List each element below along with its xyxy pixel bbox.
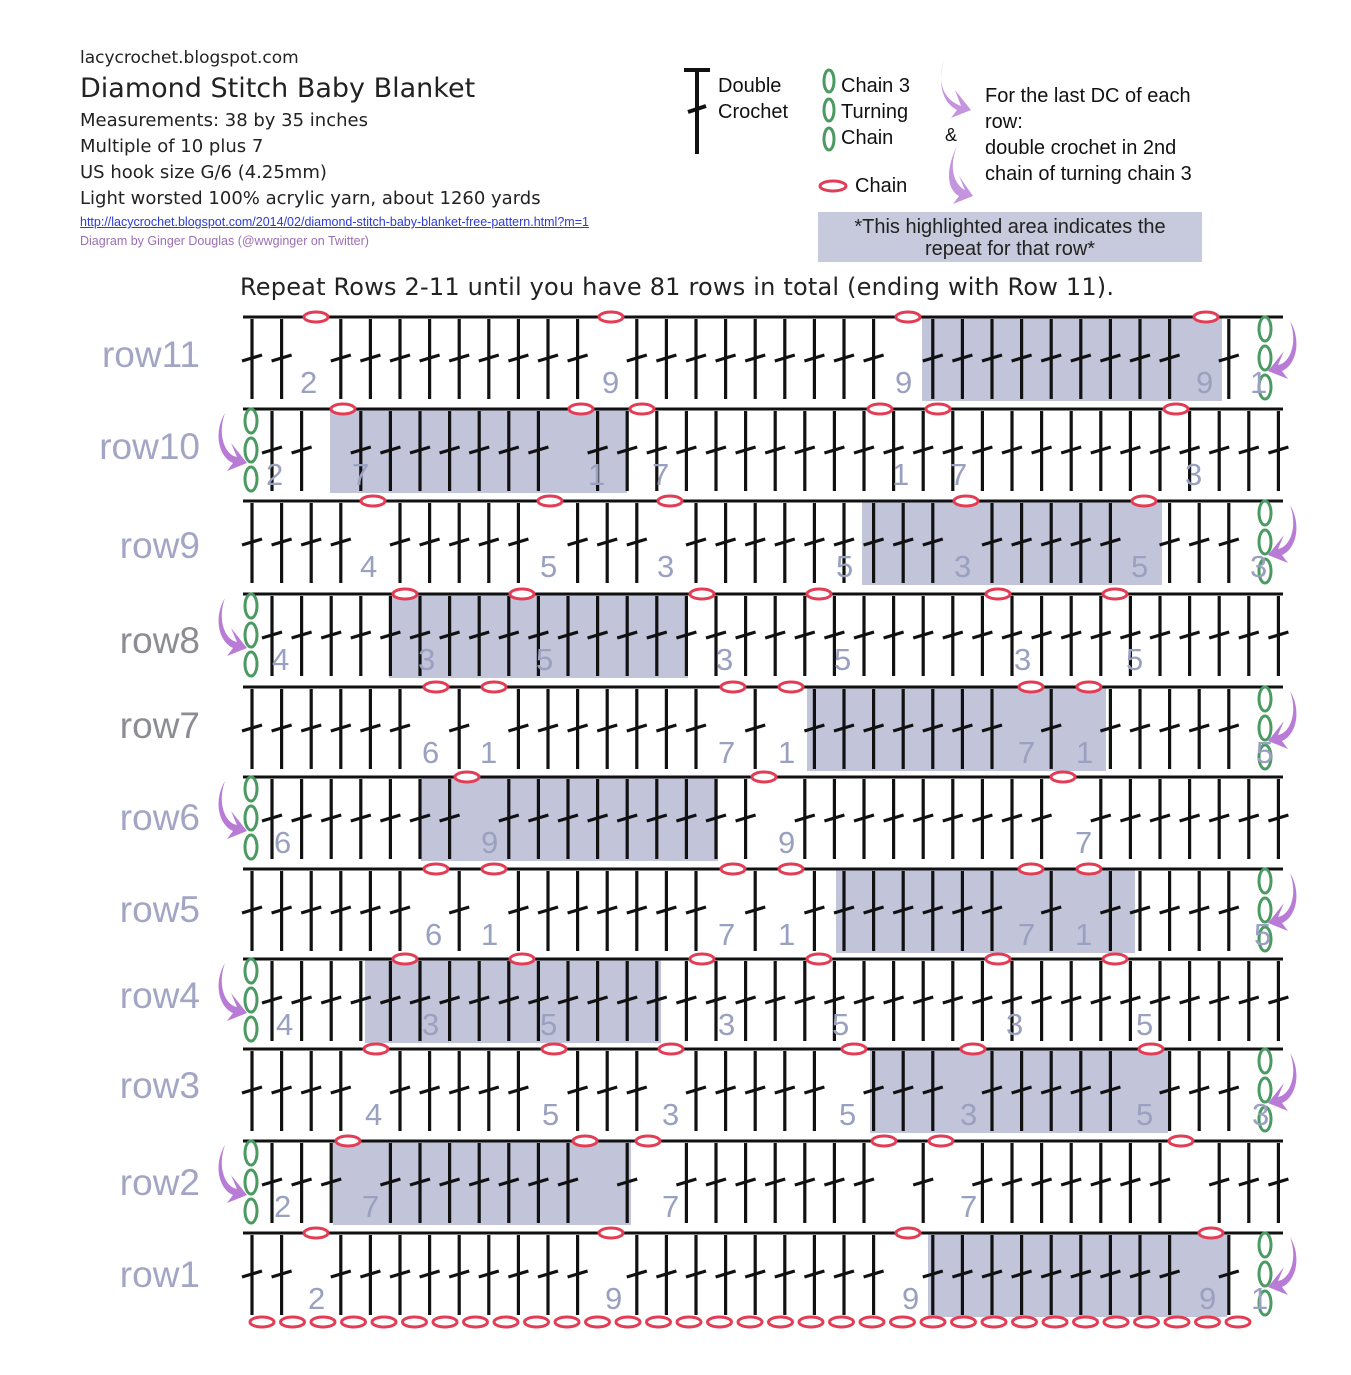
stitch-count: 1 — [480, 735, 498, 770]
chain-stitch — [658, 496, 682, 506]
chain-stitch — [1132, 496, 1156, 506]
repeat-highlight — [365, 959, 661, 1043]
foundation-chain — [586, 1317, 610, 1327]
stitch-count: 9 — [605, 1281, 623, 1316]
foundation-chain — [433, 1317, 457, 1327]
chain-stitch — [1019, 864, 1043, 874]
chain-stitch — [424, 864, 448, 874]
stitch-count: 1 — [892, 457, 910, 492]
stitch-count: 3 — [1014, 642, 1032, 677]
foundation-chain — [403, 1317, 427, 1327]
stitch-count: 3 — [1252, 1097, 1270, 1132]
chain-stitch — [599, 1228, 623, 1238]
chain-stitch — [807, 589, 831, 599]
turn-arrow-icon — [219, 598, 247, 656]
legend-turning-line2: Turning — [841, 101, 909, 123]
foundation-chain — [250, 1317, 274, 1327]
turning-chain — [1259, 1049, 1271, 1073]
stitch-count: 3 — [960, 1097, 978, 1132]
turning-chain — [245, 409, 257, 433]
legend-last-dc-3: double crochet in 2nd — [985, 137, 1177, 159]
highlight-legend-line1: *This highlighted area indicates the — [854, 216, 1166, 238]
stitch-count: 5 — [540, 549, 558, 584]
legend-turning-line3: Chain — [841, 127, 894, 149]
foundation-chain — [464, 1317, 488, 1327]
stitch-count: 9 — [602, 365, 620, 400]
foundation-chain — [281, 1317, 305, 1327]
turning-chain — [245, 438, 257, 462]
foundation-chain — [372, 1317, 396, 1327]
stitch-count: 2 — [308, 1281, 326, 1316]
chain-stitch — [954, 496, 978, 506]
stitch-multiple: Multiple of 10 plus 7 — [80, 136, 264, 157]
foundation-chain — [647, 1317, 671, 1327]
foundation-chain — [860, 1317, 884, 1327]
foundation-chain — [1196, 1317, 1220, 1327]
chain-stitch — [1077, 864, 1101, 874]
stitch-count: 4 — [276, 1007, 294, 1042]
hook-size: US hook size G/6 (4.25mm) — [80, 162, 327, 183]
chain-stitch — [393, 954, 417, 964]
legend-last-dc-1: For the last DC of each — [985, 85, 1191, 107]
chain-stitch — [872, 1136, 896, 1146]
stitch-count: 1 — [778, 735, 796, 770]
stitch-count: 3 — [662, 1097, 680, 1132]
row-label-9: row9 — [119, 525, 200, 566]
turning-chain — [245, 1141, 257, 1165]
turning-chain — [1259, 687, 1271, 711]
chain-stitch — [336, 1136, 360, 1146]
chain-stitch — [842, 1044, 866, 1054]
turning-chain — [1259, 869, 1271, 893]
chain-stitch — [779, 864, 803, 874]
turning-chain — [245, 652, 257, 676]
turning-chain — [245, 623, 257, 647]
stitch-count: 9 — [902, 1281, 920, 1316]
stitch-count: 5 — [1256, 735, 1274, 770]
chain-stitch — [868, 404, 892, 414]
stitch-count: 5 — [1136, 1007, 1154, 1042]
stitch-count: 7 — [960, 1189, 978, 1224]
chain-stitch — [926, 404, 950, 414]
stitch-count: 7 — [1018, 735, 1036, 770]
chain-stitch — [510, 954, 534, 964]
stitch-count: 5 — [832, 1007, 850, 1042]
row-label-3: row3 — [119, 1065, 200, 1106]
pattern-title: Diamond Stitch Baby Blanket — [80, 73, 476, 104]
chain-stitch — [721, 864, 745, 874]
chain-stitch — [393, 589, 417, 599]
turning-chain — [1259, 1233, 1271, 1257]
stitch-count: 5 — [1254, 917, 1272, 952]
chain-stitch — [569, 404, 593, 414]
legend-chain: Chain — [855, 175, 908, 197]
stitch-count: 5 — [1136, 1097, 1154, 1132]
stitch-count: 7 — [362, 1189, 380, 1224]
foundation-chain — [1165, 1317, 1189, 1327]
yarn-info: Light worsted 100% acrylic yarn, about 1260 yards — [80, 188, 541, 209]
chain-stitch — [807, 954, 831, 964]
row-label-11: row11 — [101, 334, 200, 375]
foundation-chain — [769, 1317, 793, 1327]
chain-stitch — [599, 312, 623, 322]
foundation-chain — [342, 1317, 366, 1327]
turning-chain — [245, 835, 257, 859]
turning-chain — [245, 1170, 257, 1194]
turn-arrow-icon — [219, 1145, 247, 1203]
chain-stitch — [482, 682, 506, 692]
highlight-legend-line2: repeat for that row* — [924, 238, 1096, 260]
stitch-count: 6 — [274, 825, 292, 860]
turning-chain — [245, 1017, 257, 1041]
stitch-count: 5 — [536, 642, 554, 677]
foundation-chain — [799, 1317, 823, 1327]
diagram-credit: Diagram by Ginger Douglas (@wwginger on Twitter) — [80, 233, 369, 248]
stitch-count: 7 — [352, 457, 370, 492]
chain-stitch — [573, 1136, 597, 1146]
turning-chain — [245, 467, 257, 491]
foundation-chain — [891, 1317, 915, 1327]
stitch-count: 3 — [1250, 549, 1268, 584]
stitch-count: 1 — [1250, 365, 1268, 400]
stitch-count: 3 — [422, 1007, 440, 1042]
stitch-count: 4 — [360, 549, 378, 584]
turning-chain — [245, 777, 257, 801]
foundation-chain — [982, 1317, 1006, 1327]
turn-arrow-icon — [219, 781, 247, 839]
foundation-chain — [677, 1317, 701, 1327]
stitch-count: 1 — [481, 917, 499, 952]
chain-stitch — [986, 954, 1010, 964]
stitch-count: 9 — [778, 825, 796, 860]
chain-stitch — [482, 864, 506, 874]
chain-stitch — [659, 1044, 683, 1054]
stitch-count: 3 — [1006, 1007, 1024, 1042]
turning-chain — [245, 959, 257, 983]
measurements: Measurements: 38 by 35 inches — [80, 110, 368, 131]
foundation-chain — [952, 1317, 976, 1327]
turning-chain — [245, 1199, 257, 1223]
chain-stitch — [1051, 772, 1075, 782]
stitch-count: 3 — [657, 549, 675, 584]
foundation-chain — [1135, 1317, 1159, 1327]
foundation-chain — [1013, 1317, 1037, 1327]
chain-stitch — [304, 1228, 328, 1238]
turning-chain — [245, 988, 257, 1012]
stitch-count: 1 — [588, 457, 606, 492]
legend-dc-line2: Crochet — [718, 101, 789, 123]
legend-last-dc-2: row: — [985, 111, 1023, 133]
row-label-10: row10 — [99, 426, 200, 467]
chain-stitch — [690, 954, 714, 964]
stitch-count: 5 — [836, 549, 854, 584]
chain-stitch — [424, 682, 448, 692]
stitch-count: 5 — [540, 1007, 558, 1042]
stitch-count: 7 — [950, 457, 968, 492]
legend-dc-line1: Double — [718, 75, 782, 97]
repeat-highlight — [862, 501, 1162, 585]
chain-stitch — [1019, 682, 1043, 692]
chain-stitch — [1077, 682, 1101, 692]
stitch-count: 3 — [954, 549, 972, 584]
stitch-count: 4 — [365, 1097, 383, 1132]
chain-stitch — [752, 772, 776, 782]
stitch-count: 4 — [272, 642, 290, 677]
stitch-count: 7 — [1075, 825, 1093, 860]
stitch-count: 6 — [422, 735, 440, 770]
row-label-1: row1 — [119, 1254, 200, 1295]
chain-stitch — [455, 772, 479, 782]
foundation-chain — [311, 1317, 335, 1327]
row-label-7: row7 — [119, 705, 200, 746]
chain-stitch — [1103, 589, 1127, 599]
stitch-count: 7 — [718, 735, 736, 770]
chain-stitch — [542, 1044, 566, 1054]
chain-stitch — [364, 1044, 388, 1054]
foundation-chain — [1226, 1317, 1250, 1327]
chain-stitch — [1199, 1228, 1223, 1238]
stitch-count: 3 — [418, 642, 436, 677]
chain-stitch — [1139, 1044, 1163, 1054]
foundation-chain — [616, 1317, 640, 1327]
chain-stitch — [961, 1044, 985, 1054]
turning-chain — [245, 806, 257, 830]
row-label-2: row2 — [119, 1162, 200, 1203]
stitch-count: 1 — [1075, 917, 1093, 952]
chain-stitch — [1169, 1136, 1193, 1146]
foundation-chain — [555, 1317, 579, 1327]
turn-arrow-icon — [219, 963, 247, 1021]
chain-stitch — [304, 312, 328, 322]
foundation-chain — [1074, 1317, 1098, 1327]
chain-stitch — [331, 404, 355, 414]
turning-chain — [245, 594, 257, 618]
stitch-count: 7 — [652, 457, 670, 492]
stitch-count: 9 — [895, 365, 913, 400]
pattern-link[interactable]: http://lacycrochet.blogspot.com/2014/02/diamond-stitch-baby-blanket-free-pattern.html?m=1 — [80, 215, 589, 229]
foundation-chain — [830, 1317, 854, 1327]
repeat-instruction: Repeat Rows 2-11 until you have 81 rows in total (ending with Row 11). — [240, 273, 1115, 301]
stitch-count: 5 — [834, 642, 852, 677]
chain-stitch — [929, 1136, 953, 1146]
stitch-count: 2 — [274, 1189, 292, 1224]
legend-last-dc-4: chain of turning chain 3 — [985, 163, 1192, 185]
stitch-count: 9 — [1199, 1281, 1217, 1316]
turning-chain — [1259, 501, 1271, 525]
turn-arrow-icon — [219, 413, 247, 471]
foundation-chain — [708, 1317, 732, 1327]
stitch-count: 9 — [1196, 365, 1214, 400]
stitch-count: 5 — [1126, 642, 1144, 677]
stitch-count: 2 — [266, 457, 284, 492]
chain-stitch — [630, 404, 654, 414]
turning-chain — [1259, 317, 1271, 341]
row-label-6: row6 — [119, 797, 200, 838]
row-label-8: row8 — [119, 620, 200, 661]
foundation-chain — [494, 1317, 518, 1327]
legend-turning-line1: Chain 3 — [841, 75, 910, 97]
stitch-count: 6 — [425, 917, 443, 952]
chain-stitch — [538, 496, 562, 506]
chain-stitch — [1164, 404, 1188, 414]
stitch-count: 3 — [718, 1007, 736, 1042]
foundation-chain — [1104, 1317, 1128, 1327]
chain-stitch — [896, 1228, 920, 1238]
foundation-chain — [738, 1317, 762, 1327]
stitch-count: 1 — [778, 917, 796, 952]
chain-stitch — [636, 1136, 660, 1146]
stitch-count: 1 — [1076, 735, 1094, 770]
chain-stitch — [1194, 312, 1218, 322]
stitch-count: 2 — [300, 365, 318, 400]
chain-stitch — [721, 682, 745, 692]
stitch-count: 9 — [481, 825, 499, 860]
row-label-5: row5 — [119, 889, 200, 930]
chain-stitch — [986, 589, 1010, 599]
stitch-count: 5 — [542, 1097, 560, 1132]
foundation-chain — [921, 1317, 945, 1327]
stitch-count: 7 — [718, 917, 736, 952]
chain-stitch — [690, 589, 714, 599]
stitch-count: 3 — [716, 642, 734, 677]
chain-stitch — [510, 589, 534, 599]
chain-stitch — [361, 496, 385, 506]
chain-stitch — [779, 682, 803, 692]
foundation-chain — [525, 1317, 549, 1327]
stitch-count: 7 — [662, 1189, 680, 1224]
chain-stitch — [1103, 954, 1127, 964]
stitch-count: 3 — [1185, 457, 1203, 492]
site-name: lacycrochet.blogspot.com — [80, 48, 299, 68]
legend-ampersand: & — [945, 125, 958, 145]
row-label-4: row4 — [119, 975, 200, 1016]
stitch-count: 7 — [1018, 917, 1036, 952]
stitch-count: 5 — [839, 1097, 857, 1132]
chain-stitch — [896, 312, 920, 322]
foundation-chain — [1043, 1317, 1067, 1327]
stitch-count: 1 — [1251, 1281, 1269, 1316]
stitch-count: 5 — [1131, 549, 1149, 584]
